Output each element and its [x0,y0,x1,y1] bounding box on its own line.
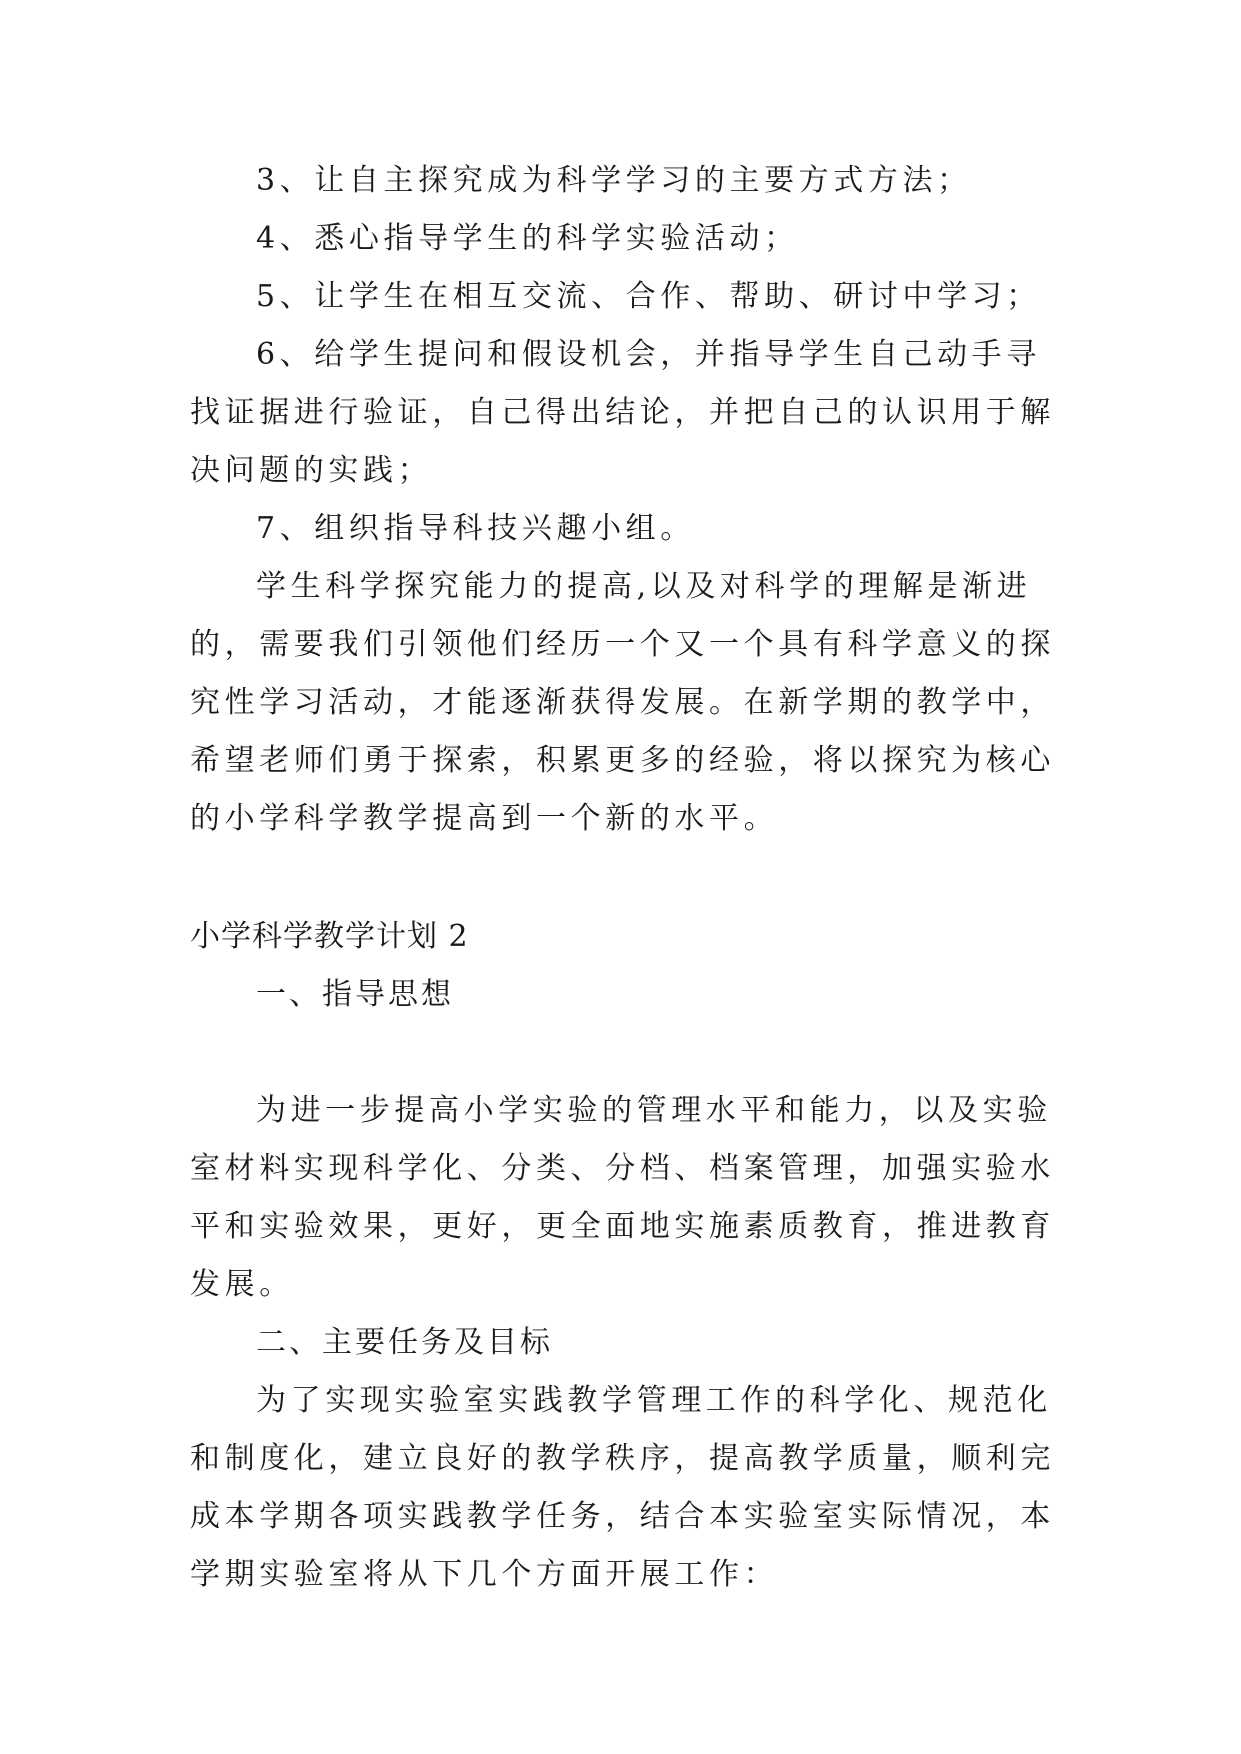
section2-paragraph: 为了实现实验室实践教学管理工作的科学化、规范化和制度化，建立良好的教学秩序，提高教学质量，顺利完成本学期各项实践教学任务，结合本实验室实际情况，本学期实验室将从下几个方面开展工作： [190,1383,1055,1592]
section1-heading: 一、指导思想 [256,977,454,1012]
section2-heading: 二、主要任务及目标 [256,1325,553,1360]
list-item: 6、给学生提问和假设机会，并指导学生自己动手寻找证据进行验证，自己得出结论，并把自己的认识用于解决问题的实践； [190,337,1055,488]
closing-paragraph: 学生科学探究能力的提高,以及对科学的理解是渐进的，需要我们引领他们经历一个又一个具有科学意义的探究性学习活动，才能逐渐获得发展。在新学期的教学中，希望老师们勇于探索，积累更多的经验，将以探究为核心的小学科学教学提高到一个新的水平。 [190,569,1055,836]
list-item: 3、让自主探究成为科学学习的主要方式方法； [256,163,972,198]
section1-paragraph: 为进一步提高小学实验的管理水平和能力，以及实验室材料实现科学化、分类、分档、档案管理，加强实验水平和实验效果，更好，更全面地实施素质教育，推进教育发展。 [190,1093,1055,1302]
spacer [190,848,1070,908]
list-item: 5、让学生在相互交流、合作、帮助、研讨中学习； [256,279,1041,314]
section-title: 小学科学教学计划 2 [190,919,469,954]
list-item: 7、组织指导科技兴趣小组。 [256,511,695,546]
list-item: 4、悉心指导学生的科学实验活动； [256,221,799,256]
document-body [190,152,1070,1604]
spacer [190,1024,1070,1082]
